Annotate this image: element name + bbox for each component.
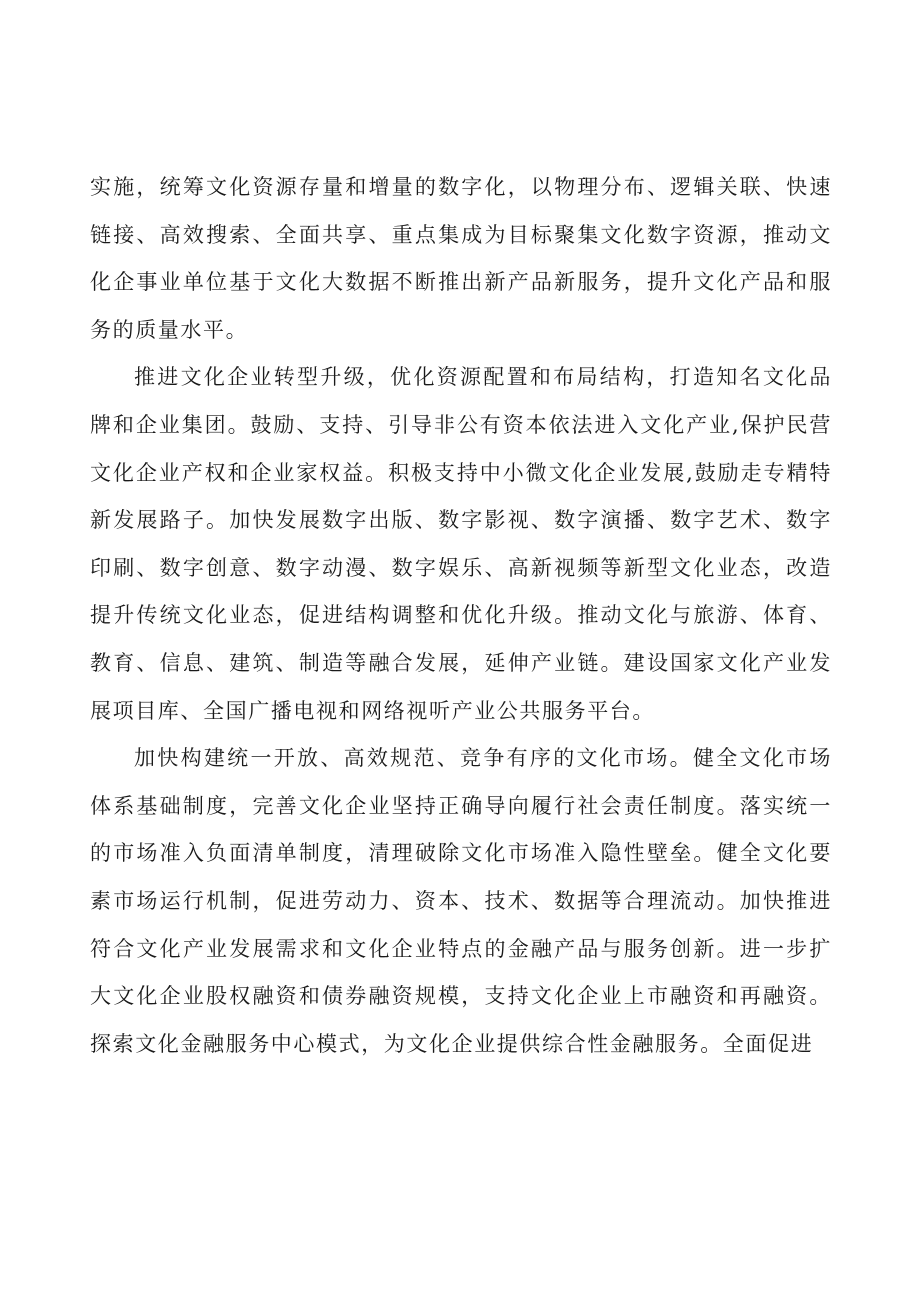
paragraph-continuation: 实施，统筹文化资源存量和增量的数字化，以物理分布、逻辑关联、快速链接、高效搜索、全面共享、重点集成为目标聚集文化数字资源，推动文化企事业单位基于文化大数据不断推出新产品新服务，提升文化产品和服务的质量水平。 bbox=[90, 175, 832, 342]
paragraph-cultural-market: 加快构建统一开放、高效规范、竞争有序的文化市场。健全文化市场体系基础制度，完善文化企业坚持正确导向履行社会责任制度。落实统一的市场准入负面清单制度，清理破除文化市场准入隐性壁垒。健全文化要素市场运行机制，促进劳动力、资本、技术、数据等合理流动。加快推进符合文化产业发展需求和文化企业特点的金融产品与服务创新。进一步扩大文化企业股权融资和债券融资规模，支持文化企业上市融资和再融资。探索文化金融服务中心模式，为文化企业提供综合性金融服务。全面促进 bbox=[90, 746, 832, 1056]
paragraph-enterprise-transformation: 推进文化企业转型升级，优化资源配置和布局结构，打造知名文化品牌和企业集团。鼓励、支持、引导非公有资本依法进入文化产业,保护民营文化企业产权和企业家权益。积极支持中小微文化企业发展,鼓励走专精特新发展路子。加快发展数字出版、数字影视、数字演播、数字艺术、数字印刷、数字创意、数字动漫、数字娱乐、高新视频等新型文化业态，改造提升传统文化业态，促进结构调整和优化升级。推动文化与旅游、体育、教育、信息、建筑、制造等融合发展，延伸产业链。建设国家文化产业发展项目库、全国广播电视和网络视听产业公共服务平台。 bbox=[90, 365, 832, 723]
document-body bbox=[90, 164, 832, 1068]
